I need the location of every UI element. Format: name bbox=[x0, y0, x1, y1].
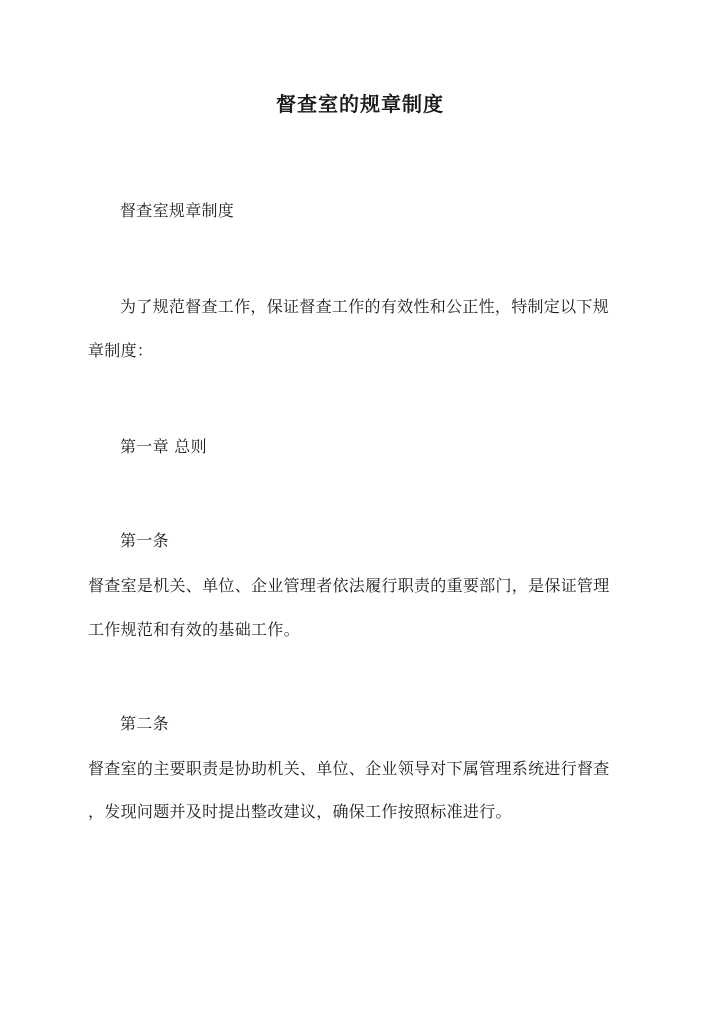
subtitle: 督查室规章制度 bbox=[120, 201, 235, 220]
chapter-heading: 第一章 总则 bbox=[120, 437, 207, 456]
article-1-line-1: 督查室是机关、单位、企业管理者依法履行职责的重要部门，是保证管理 bbox=[88, 576, 610, 595]
article-1-line-2: 工作规范和有效的基础工作。 bbox=[88, 620, 300, 639]
article-2-line-1: 督查室的主要职责是协助机关、单位、企业领导对下属管理系统进行督查 bbox=[88, 759, 610, 778]
intro-line-2: 章制度： bbox=[88, 341, 154, 360]
document-title: 督查室的规章制度 bbox=[276, 92, 444, 116]
intro-line-1: 为了规范督查工作，保证督查工作的有效性和公正性，特制定以下规 bbox=[120, 297, 610, 316]
article-2-line-2: ，发现问题并及时提出整改建议，确保工作按照标准进行。 bbox=[88, 802, 512, 821]
article-2-label: 第二条 bbox=[120, 714, 169, 733]
article-1-label: 第一条 bbox=[120, 531, 169, 550]
